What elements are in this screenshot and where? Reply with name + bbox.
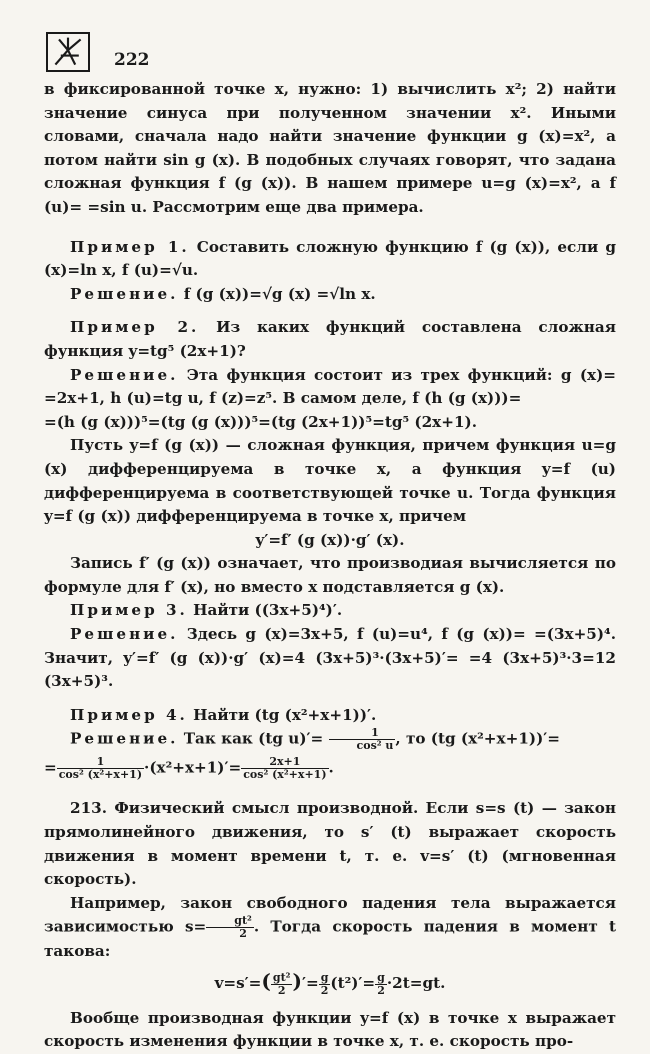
solution-text: f (g (x))=√g (x) =√ln x. — [183, 284, 376, 303]
section-text: Если s=s (t) — закон прямолинейного движения, то s′ (t) выражает скорость движения в момент времени t, т. е. v=s′ (t) (мгновенная скорость). — [44, 799, 616, 889]
fraction-numerator: gt² — [206, 915, 254, 928]
example-text: Найти (tg (x²+x+1))′. — [193, 705, 377, 724]
paragraph-text: Например, закон свободного падения тела выражается зависимостью s= — [44, 893, 616, 936]
formula-part: ·2t=gt. — [386, 974, 446, 992]
solution-text: Так как (tg u)′= — [183, 729, 324, 748]
solution-1 — [44, 283, 616, 307]
fraction — [241, 756, 328, 781]
velocity-formula: v=s′=( $\frac{\text{gt²}}{2}$ )′= $\frac{g}{2}$ (t²)′= $\frac{g}{2}$ ·2t=gt. — [214, 969, 446, 997]
solution-text: Эта функция состоит из трех функций: g (x)= =2x+1, h (u)=tg u, f (z)=z⁵. В самом деле, f (h (g (x)))= — [44, 365, 616, 408]
fraction-numerator: 1 — [329, 727, 396, 740]
solution-label: Решение. — [70, 625, 179, 644]
paragraph: Запись f′ (g (x)) означает, что производиая вычисляется по формуле для f′ (x), но вместо x подставляется g (x). — [44, 554, 616, 596]
fraction-numerator: g — [320, 970, 329, 984]
fraction-denominator: 2 — [320, 983, 329, 997]
solution-text: ·(x²+x+1)′= — [144, 758, 242, 777]
fraction — [57, 756, 144, 781]
formula-part: (t²)′= — [330, 974, 376, 992]
fraction-numerator: gt² — [272, 970, 291, 984]
solution-4-continued: = $\frac{1}{\text{cos² (x²+x+1)}}$ ·(x²+x+1)′= $\frac{2x+1}{\text{cos² (x²+x+1)}}$ . — [44, 755, 334, 782]
example-text: Составить сложную функцию f (g (x)), если g (x)=ln x, f (u)=√u. — [44, 237, 616, 280]
solution-4 — [44, 727, 616, 752]
fraction-denominator: cos² u — [356, 739, 394, 753]
paragraph: Пусть y=f (g (x)) — сложная функция, причем функция u=g (x) дифференцируема в точке x, а функция y=f (u) дифференцируема в соответствующей точке u. Тогда функция y=f (g (x)) дифференцируема в точке x, причем — [44, 436, 616, 526]
formula-part: v=s′= — [214, 974, 262, 992]
page — [44, 28, 616, 1054]
fraction — [206, 915, 254, 940]
example-4 — [44, 704, 616, 728]
solution-label: Решение. — [70, 729, 179, 748]
chain-rule-formula: y′=f′ (g (x))·g′ (x). — [255, 530, 405, 549]
solution-label: Решение. — [70, 365, 179, 384]
solution-text: Здесь g (x)=3x+5, f (u)=u⁴, f (g (x))= =(3x+5)⁴. Значит, y′=f′ (g (x))·g′ (x)=4 (3x+5)³·(3x+5)′= =4 (3x+5)³·3=12 (3x+5)³. — [44, 625, 616, 691]
fraction-numerator: 1 — [57, 756, 144, 769]
fraction-numerator: 2x+1 — [241, 756, 328, 769]
solution-2 — [44, 364, 616, 411]
example-label: Пример 1. — [70, 237, 190, 256]
formula-part: ′= — [301, 974, 319, 992]
example-text: Найти ((3x+5)⁴)′. — [193, 601, 343, 620]
solution-3 — [44, 623, 616, 694]
solution-2-continued: =(h (g (x)))⁵=(tg (g (x)))⁵=(tg (2x+1))⁵=tg⁵ (2x+1). — [44, 412, 477, 431]
example-label: Пример 2. — [70, 318, 200, 337]
fraction-denominator: 2 — [377, 983, 385, 997]
emblem-icon — [46, 32, 90, 72]
example-text: Из каких функций составлена сложная функция y=tg⁵ (2x+1)? — [44, 318, 616, 360]
example-3 — [44, 599, 616, 623]
example-label: Пример 3. — [70, 601, 188, 620]
fraction-denominator: 2 — [277, 983, 286, 997]
paragraph: Вообще производная функции y=f (x) в точке x выражает скорость изменения функции в точке x, т. е. скорость про- — [44, 1008, 616, 1051]
section-title: 213. Физический смысл производной. — [70, 799, 419, 818]
fraction-denominator: cos² (x²+x+1) — [243, 768, 327, 782]
section-213 — [44, 797, 616, 891]
example-1 — [44, 236, 616, 283]
fraction-numerator: g — [377, 970, 385, 984]
paragraph-text: . Тогда скорость падения в момент t такова: — [44, 917, 616, 961]
fraction — [271, 972, 293, 997]
fraction — [329, 727, 396, 752]
example-label: Пример 4. — [70, 705, 188, 724]
fraction — [319, 972, 331, 997]
example-2 — [44, 316, 616, 363]
solution-text: , то (tg (x²+x+1))′= — [395, 729, 560, 748]
paragraph — [44, 892, 616, 964]
paragraph: в фиксированной точке x, нужно: 1) вычислить x²; 2) найти значение синуса при полученном значении x². Иными словами, сначала надо найти значение функции g (x)=x², а потом найти sin g (x). В подобных случаях говорят, что задана сложная функция f (g (x)). В нашем примере u=g (x)=x², а f (u)= =sin u. Рассмотрим еще два примера. — [44, 80, 616, 216]
page-number: 222 — [114, 50, 150, 70]
page-header — [44, 28, 616, 78]
fraction-denominator: 2 — [239, 927, 247, 941]
solution-label: Решение. — [70, 284, 179, 303]
fraction-denominator: cos² (x²+x+1) — [58, 768, 143, 782]
fraction — [375, 972, 387, 997]
page-body — [44, 78, 616, 1054]
